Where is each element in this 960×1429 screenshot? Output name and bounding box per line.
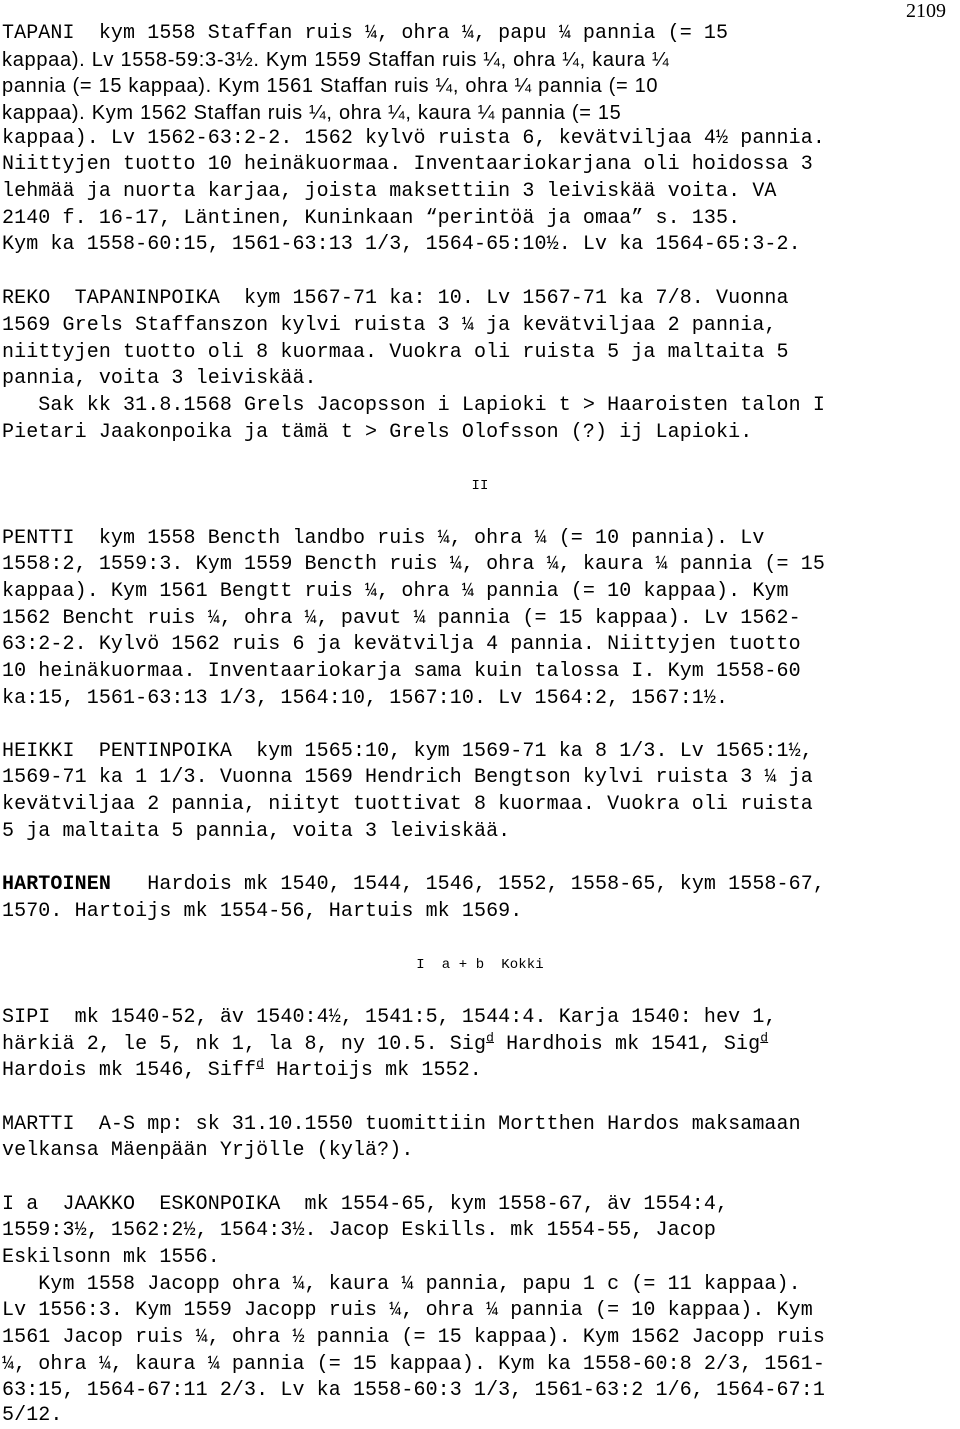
sipi-line-3-a: Hardois mk 1546, Siff (2, 1059, 257, 1082)
pentti-line-5: 63:2-2. Kylvö 1562 ruis 6 ja kevätvilja 4 pannia. Niittyjen tuotto (2, 633, 801, 656)
sipi-line-3-b: Hartoijs mk 1552. (264, 1059, 482, 1082)
sipi-line-2 (2, 1032, 768, 1058)
jaakko-line-1: I a JAAKKO ESKONPOIKA mk 1554-65, kym 1558-67, äv 1554:4, (2, 1193, 729, 1216)
jaakko-line-5: Lv 1556:3. Kym 1559 Jacopp ruis ¼, ohra ¼ pannia (= 10 kappaa). Kym (2, 1299, 813, 1322)
reko-line-6: Pietari Jaakonpoika ja tämä t > Grels Olofsson (?) ij Lapioki. (2, 421, 753, 444)
jaakko-line-6: 1561 Jacop ruis ¼, ohra ½ pannia (= 15 kappaa). Kym 1562 Jacopp ruis (2, 1326, 825, 1349)
pentti-line-6: 10 heinäkuormaa. Inventaariokarja sama kuin talossa I. Kym 1558-60 (2, 660, 801, 683)
pentti-line-4: 1562 Bencht ruis ¼, ohra ¼, pavut ¼ pannia (= 15 kappaa). Lv 1562- (2, 607, 801, 630)
page-number: 2109 (906, 0, 946, 22)
tapani-line-1: TAPANI kym 1558 Staffan ruis ¼, ohra ¼, papu ¼ pannia (= 15 (2, 22, 729, 45)
heikki-line-1: HEIKKI PENTINPOIKA kym 1565:10, kym 1569-71 ka 8 1/3. Lv 1565:1½, (2, 740, 813, 763)
reko-line-3: niittyjen tuotto oli 8 kuormaa. Vuokra oli ruista 5 ja maltaita 5 (2, 341, 789, 364)
heikki-line-2: 1569-71 ka 1 1/3. Vuonna 1569 Hendrich Bengtson kylvi ruista 3 ¼ ja (2, 766, 813, 789)
jaakko-line-2: 1559:3½, 1562:2½, 1564:3½. Jacop Eskills. mk 1554-55, Jacop (2, 1219, 717, 1242)
tapani-line-5: kappaa). Lv 1562-63:2-2. 1562 kylvö ruista 6, kevätviljaa 4½ pannia. (2, 127, 825, 150)
jaakko-line-8: 63:15, 1564-67:11 2/3. Lv ka 1558-60:3 1/3, 1561-63:2 1/6, 1564-67:1 (2, 1379, 825, 1402)
tapani-line-2: kappaa). Lv 1558-59:3-3½. Kym 1559 Staffan ruis ¼, ohra ¼, kaura ¼ (2, 49, 670, 71)
hartoinen-line-1-text: Hardois mk 1540, 1544, 1546, 1552, 1558-65, kym 1558-67, (110, 873, 825, 896)
tapani-line-3: pannia (= 15 kappaa). Kym 1561 Staffan ruis ¼, ohra ¼ pannia (= 10 (2, 75, 659, 97)
reko-line-1: REKO TAPANINPOIKA kym 1567-71 ka: 10. Lv 1567-71 ka 7/8. Vuonna (2, 287, 789, 310)
heikki-line-4: 5 ja maltaita 5 pannia, voita 3 leiviskää. (2, 820, 511, 843)
jaakko-line-3: Eskilsonn mk 1556. (2, 1246, 220, 1269)
pentti-line-7: ka:15, 1561-63:13 1/3, 1564:10, 1567:10. Lv 1564:2, 1567:1½. (2, 687, 729, 710)
sipi-sup-3: d (256, 1056, 265, 1072)
sipi-line-2-a: härkiä 2, le 5, nk 1, la 8, ny 10.5. Sig (2, 1033, 487, 1056)
hartoinen-heading: HARTOINEN (2, 873, 111, 896)
pentti-line-1: PENTTI kym 1558 Bencth landbo ruis ¼, ohra ¼ (= 10 pannia). Lv (2, 527, 765, 550)
tapani-line-6: Niittyjen tuotto 10 heinäkuormaa. Inventaariokarjana oli hoidossa 3 (2, 153, 813, 176)
martti-line-1: MARTTI A-S mp: sk 31.10.1550 tuomittiin Mortthen Hardos maksamaan (2, 1113, 801, 1136)
martti-line-2: velkansa Mäenpään Yrjölle (kylä?). (2, 1139, 414, 1162)
tapani-line-4: kappaa). Kym 1562 Staffan ruis ¼, ohra ¼, kaura ¼ pannia (= 15 (2, 102, 622, 124)
hartoinen-line-1 (2, 872, 825, 898)
jaakko-line-9: 5/12. (2, 1404, 63, 1427)
reko-line-2: 1569 Grels Staffanszon kylvi ruista 3 ¼ ja kevätviljaa 2 pannia, (2, 314, 777, 337)
reko-line-4: pannia, voita 3 leiviskää. (2, 367, 317, 390)
tapani-line-8: 2140 f. 16-17, Läntinen, Kuninkaan “perintöä ja omaa” s. 135. (2, 207, 741, 230)
jaakko-line-7: ¼, ohra ¼, kaura ¼ pannia (= 15 kappaa). Kym ka 1558-60:8 2/3, 1561- (2, 1353, 825, 1376)
sipi-line-3 (2, 1058, 482, 1084)
heikki-line-3: kevätviljaa 2 pannia, niityt tuottivat 8 kuormaa. Vuokra oli ruista (2, 793, 813, 816)
hartoinen-line-2: 1570. Hartoijs mk 1554-56, Hartuis mk 1569. (2, 900, 523, 923)
sipi-line-1: SIPI mk 1540-52, äv 1540:4½, 1541:5, 1544:4. Karja 1540: hev 1, (2, 1006, 777, 1029)
reko-line-5: Sak kk 31.8.1568 Grels Jacopsson i Lapioki t > Haaroisten talon I (2, 394, 825, 417)
sipi-line-2-b: Hardhois mk 1541, Sig (493, 1033, 761, 1056)
section-heading-kokki: I a + b Kokki (416, 957, 544, 973)
tapani-line-7: lehmää ja nuorta karjaa, joista maksettiin 3 leiviskää voita. VA (2, 180, 777, 203)
section-heading-ii: II (471, 478, 489, 494)
tapani-line-9: Kym ka 1558-60:15, 1561-63:13 1/3, 1564-65:10½. Lv ka 1564-65:3-2. (2, 233, 801, 256)
sipi-sup-1: d (486, 1030, 494, 1046)
sipi-sup-2: d (760, 1030, 769, 1046)
pentti-line-3: kappaa). Kym 1561 Bengtt ruis ¼, ohra ¼ pannia (= 10 kappaa). Kym (2, 580, 789, 603)
pentti-line-2: 1558:2, 1559:3. Kym 1559 Bencth ruis ¼, ohra ¼, kaura ¼ pannia (= 15 (2, 553, 825, 576)
jaakko-line-4: Kym 1558 Jacopp ohra ¼, kaura ¼ pannia, papu 1 c (= 11 kappaa). (2, 1273, 801, 1296)
